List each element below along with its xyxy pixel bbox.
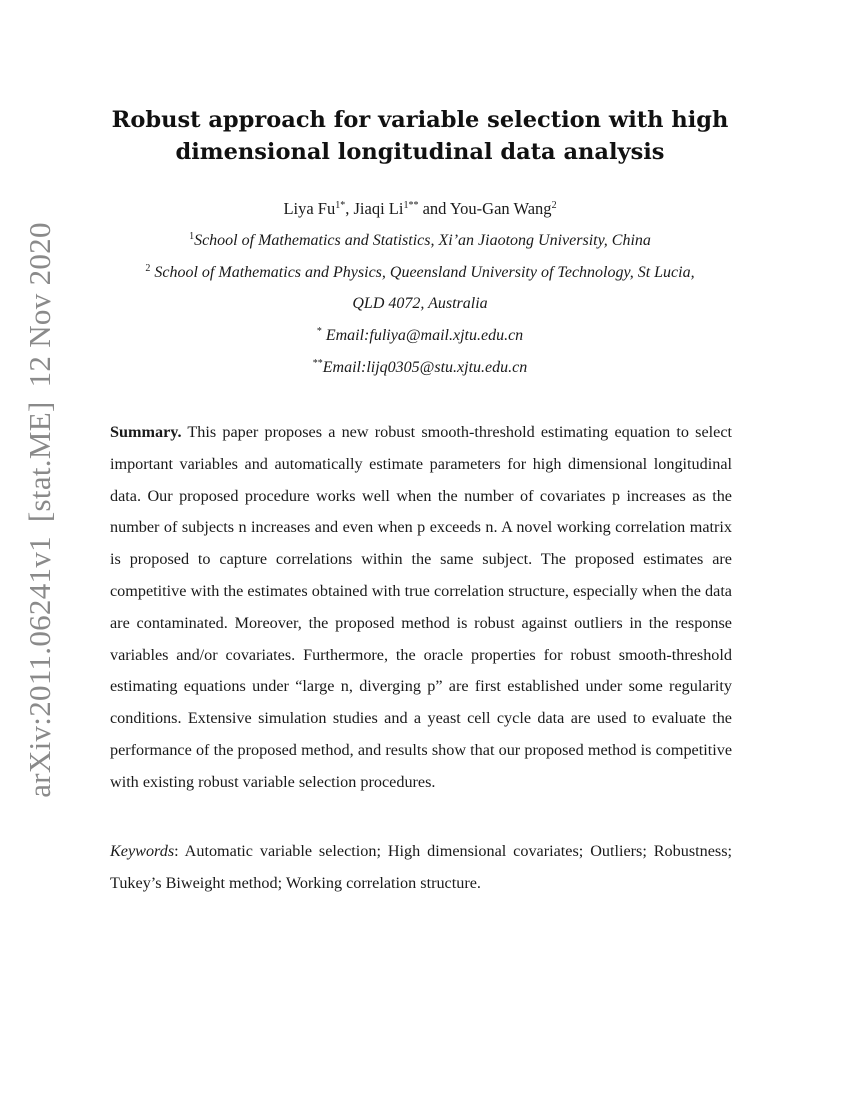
- affiliation-1-text: School of Mathematics and Statistics, Xi’an Jiaotong University, China: [194, 232, 651, 249]
- keywords-text: : Automatic variable selection; High dimensional covariates; Outliers; Robustness; Tukey’s Biweight method; Working correlation structure.: [110, 842, 732, 892]
- affiliation-1: [100, 230, 740, 252]
- affiliation-2-continued: QLD 4072, Australia: [352, 295, 488, 312]
- keywords-label: Keywords: [110, 842, 175, 860]
- arxiv-id: arXiv:2011.06241v1: [22, 536, 57, 798]
- abstract-label: Summary.: [110, 423, 182, 441]
- arxiv-category: [stat.ME]: [22, 401, 57, 523]
- email-2-mark: **: [312, 358, 323, 369]
- email-1-text: Email:fuliya@mail.xjtu.edu.cn: [321, 327, 524, 344]
- title-line-1: Robust approach for variable selection with high: [111, 107, 729, 133]
- author-1-mark: 1*: [335, 200, 346, 211]
- author-2: Jiaqi Li: [353, 199, 404, 218]
- abstract-text: This paper proposes a new robust smooth-threshold estimating equation to select important variables and automatically estimate parameters for high dimensional longitudinal data. Our proposed procedure works well when the number of covariates p increases as the number of subjects n increases and even when p exceeds n. A novel working correlation matrix is proposed to capture correlations within the same subject. The proposed estimates are competitive with the estimates obtained with true correlation structure, especially when the data are contaminated. Moreover, the proposed method is robust against outliers in the response variables and/or covariates. Furthermore, the oracle properties for robust smooth-threshold estimating equations under “large n, diverging p” are first established under some regularity conditions. Extensive simulation studies and a yeast cell cycle data are used to evaluate the performance of the proposed method, and results show that our proposed method is competitive with existing robust variable selection procedures.: [110, 423, 732, 791]
- author-3-mark: 2: [551, 200, 557, 211]
- author-separator: ,: [345, 199, 354, 218]
- author-3: You-Gan Wang: [449, 199, 552, 218]
- affiliation-2-mark: 2: [145, 263, 151, 274]
- email-2: [100, 357, 740, 379]
- abstract-paragraph: [110, 417, 732, 799]
- author-1: Liya Fu: [283, 199, 336, 218]
- affiliation-2-text: School of Mathematics and Physics, Queensland University of Technology, St Lucia,: [150, 264, 695, 281]
- abstract: [110, 417, 732, 799]
- author-2-mark: 1**: [403, 200, 419, 211]
- affiliation-2: [100, 262, 740, 284]
- title-line-2: dimensional longitudinal data analysis: [175, 139, 665, 165]
- paper-title: [110, 104, 730, 168]
- email-2-text: Email:lijq0305@stu.xjtu.edu.cn: [322, 359, 528, 376]
- keywords-paragraph: [110, 836, 732, 900]
- email-1-mark: *: [316, 326, 322, 337]
- email-1: [100, 325, 740, 347]
- keywords: [110, 836, 732, 900]
- arxiv-date: 12 Nov 2020: [22, 222, 57, 388]
- affiliation-1-mark: 1: [189, 231, 195, 242]
- author-list: [110, 198, 730, 220]
- author-separator: and: [418, 199, 450, 218]
